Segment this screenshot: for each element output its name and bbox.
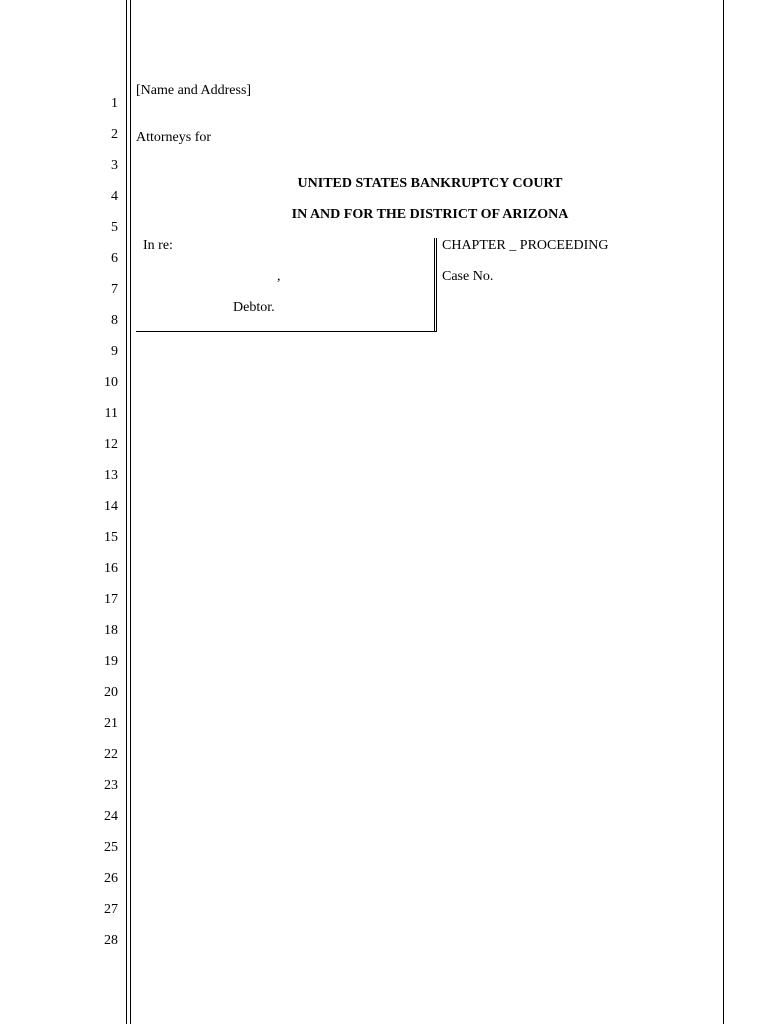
caption-box-bottom-rule [136, 331, 436, 332]
line-number: 11 [104, 406, 118, 421]
line-number: 19 [104, 654, 118, 669]
line-number: 20 [104, 685, 118, 700]
debtor-name-comma: , [277, 269, 281, 284]
line-number: 27 [104, 902, 118, 917]
line-number: 5 [111, 220, 118, 235]
line-number: 21 [104, 716, 118, 731]
in-re-label: In re: [143, 238, 173, 253]
case-number-label: Case No. [442, 269, 494, 284]
line-number: 12 [104, 437, 118, 452]
line-number: 4 [111, 189, 118, 204]
line-number: 22 [104, 747, 118, 762]
line-number-column [80, 0, 120, 1024]
line-number: 24 [104, 809, 118, 824]
line-number: 9 [111, 344, 118, 359]
attorneys-for-label: Attorneys for [136, 130, 212, 145]
line-number: 26 [104, 871, 118, 886]
line-number: 17 [104, 592, 118, 607]
line-number: 7 [111, 282, 118, 297]
left-margin-rule [126, 0, 127, 1024]
line-number: 8 [111, 313, 118, 328]
line-number: 1 [111, 96, 118, 111]
line-number: 18 [104, 623, 118, 638]
debtor-label: Debtor. [233, 300, 275, 315]
line-number: 16 [104, 561, 118, 576]
caption-box-divider [434, 238, 435, 332]
line-number: 2 [111, 127, 118, 142]
line-number: 3 [111, 158, 118, 173]
caption-box-divider-inner [436, 238, 437, 332]
line-number: 28 [104, 933, 118, 948]
line-number: 23 [104, 778, 118, 793]
right-margin-rule [723, 0, 724, 1024]
line-number: 6 [111, 251, 118, 266]
line-number: 13 [104, 468, 118, 483]
line-number: 14 [104, 499, 118, 514]
left-margin-rule-inner [130, 0, 131, 1024]
line-number: 10 [104, 375, 118, 390]
court-name: UNITED STATES BANKRUPTCY COURT [297, 176, 563, 191]
line-number: 25 [104, 840, 118, 855]
court-district: IN AND FOR THE DISTRICT OF ARIZONA [291, 207, 569, 222]
chapter-proceeding: CHAPTER _ PROCEEDING [442, 238, 609, 253]
name-and-address-placeholder: [Name and Address] [136, 83, 252, 98]
line-number: 15 [104, 530, 118, 545]
